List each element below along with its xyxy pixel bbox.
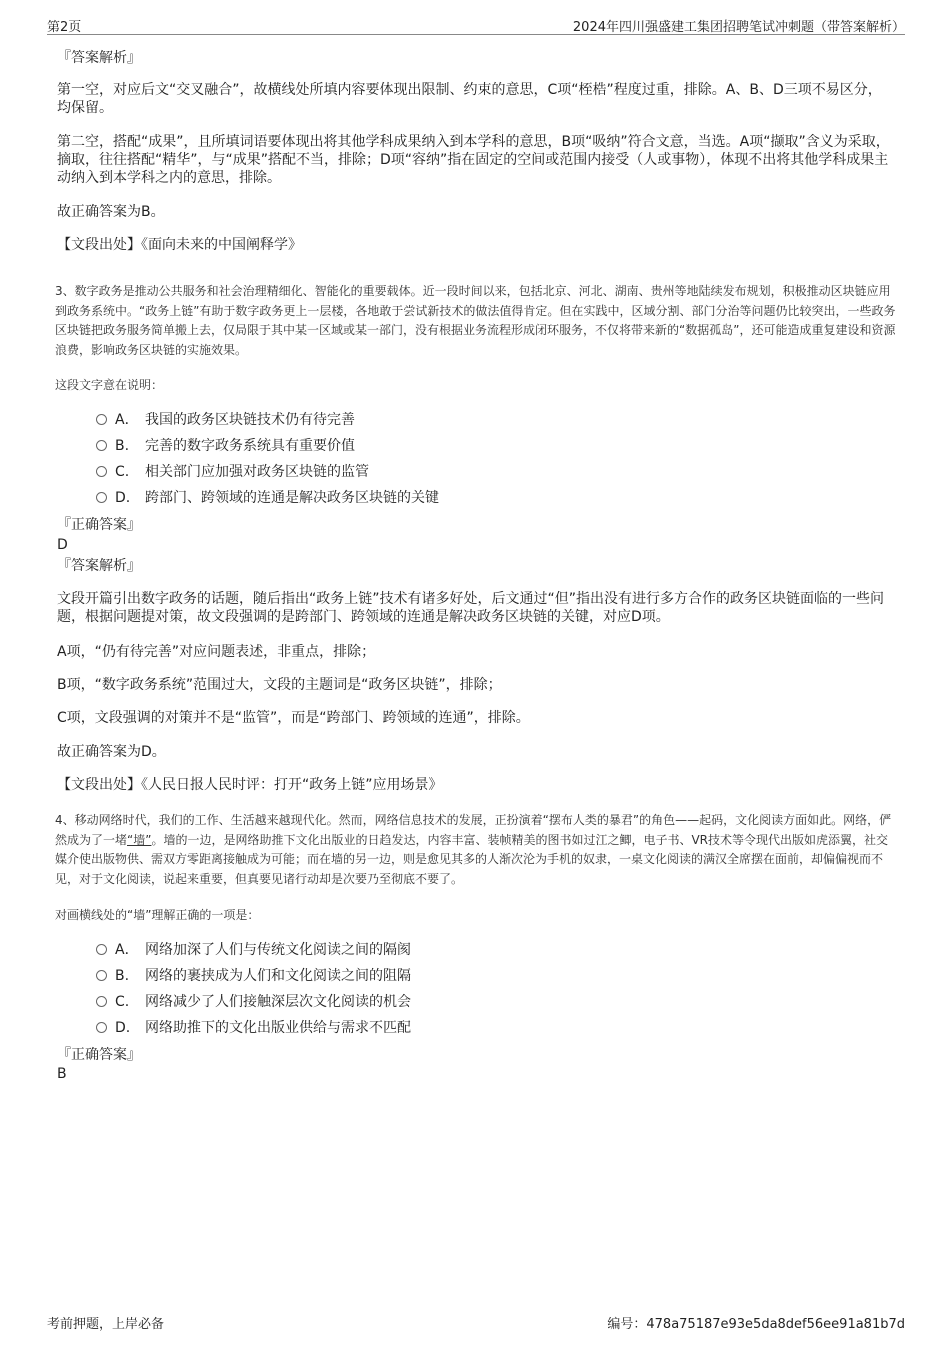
analysis-label: 『答案解析』 — [57, 50, 141, 66]
option-key: D. — [115, 1020, 131, 1036]
radio-icon[interactable] — [96, 466, 107, 477]
radio-icon[interactable] — [96, 970, 107, 981]
option-text: 跨部门、跨领域的连通是解决政务区块链的关键 — [145, 490, 439, 506]
question-text: 3、数字政务是推动公共服务和社会治理精细化、智能化的重要载体。近一段时间以来，包括北京、河北、湖南、贵州等地陆续发布规划，积极推动区块链应用到政务系统中。“政务上链”有助于数字政务更上一层楼，各地敢于尝试新技术的做法值得肯定。但在实践中，区域分割、部门分治等问题仍比较突出，一些政务区块链把政务服务简单搬上去，仅局限于其中某一区域或某一部门，没有根据业务流程形成闭环服务，不仅将带来新的“数据孤岛”，还可能造成重复建设和资源浪费，影响政务区块链的实施效果。 — [55, 284, 896, 357]
option-c[interactable] — [96, 463, 369, 481]
analysis-paragraph: 第一空，对应后文“交叉融合”，故横线处所填内容要体现出限制、约束的意思，C项“桎梏”程度过重，排除。A、B、D三项不易区分，均保留。 — [57, 82, 882, 116]
radio-icon[interactable] — [96, 944, 107, 955]
option-key: C. — [115, 464, 130, 480]
option-d[interactable] — [96, 489, 439, 507]
radio-icon[interactable] — [96, 996, 107, 1007]
radio-icon[interactable] — [96, 1022, 107, 1033]
analysis-paragraph: 第二空，搭配“成果”，且所填词语要体现出将其他学科成果纳入到本学科的意思，B项“吸纳”符合文意，当选。A项“撷取”含义为采取，摘取，往往搭配“精华”，与“成果”搭配不当，排除；D项“容纳”指在固定的空间或范围内接受（人或事物），体现不出将其他学科成果主动纳入到本学科之内的意思，排除。 — [57, 134, 890, 186]
radio-icon[interactable] — [96, 440, 107, 451]
answer-label: 『正确答案』 — [57, 1047, 141, 1063]
option-text: 网络减少了人们接触深层次文化阅读的机会 — [145, 994, 411, 1010]
answer-label: 『正确答案』 — [57, 517, 141, 533]
underlined-term: “墙” — [127, 832, 152, 847]
option-b[interactable] — [96, 967, 411, 985]
analysis-paragraph: 文段开篇引出数字政务的话题，随后指出“政务上链”技术有诸多好处，后文通过“但”指出没有进行多方合作的政务区块链面临的一些问题，根据问题提对策，故文段强调的是跨部门、跨领域的连通是解决政务区块链的关键，对应D项。 — [57, 591, 885, 625]
question-stem: 这段文字意在说明： — [55, 378, 164, 392]
option-d[interactable] — [96, 1019, 411, 1037]
option-text: 网络助推下的文化出版业供给与需求不匹配 — [145, 1020, 411, 1036]
analysis-paragraph: C项，文段强调的对策并不是“监管”，而是“跨部门、跨领域的连通”，排除。 — [57, 710, 530, 726]
document-id: 编号：478a75187e93e5da8def56ee91a81b7d — [607, 1317, 905, 1332]
question-text — [55, 811, 897, 889]
option-text: 我国的政务区块链技术仍有待完善 — [145, 412, 355, 428]
answer-conclusion: 故正确答案为D。 — [57, 744, 166, 760]
radio-icon[interactable] — [96, 414, 107, 425]
option-a[interactable] — [96, 941, 411, 959]
question-text-part: 。墙的一边，是网络助推下文化出版业的日趋发达，内容丰富、装帧精美的图书如过江之鲫，电子书、VR技术等令现代出版如虎添翼，社交媒介使出版物供、需双方零距离接触成为可能；而在墙的另一边，则是愈见其多的人渐次沦为手机的奴隶，一桌文化阅读的满汉全席摆在面前，却偏偏视而不见，对于文化阅读，说起来重要，但真要见诸行动却是次要乃至彻底不要了。 — [55, 832, 889, 886]
option-text: 网络加深了人们与传统文化阅读之间的隔阂 — [145, 942, 411, 958]
option-c[interactable] — [96, 993, 411, 1011]
document-title: 2024年四川强盛建工集团招聘笔试冲刺题（带答案解析） — [572, 20, 905, 35]
source-citation: 【文段出处】《人民日报人民时评：打开“政务上链”应用场景》 — [57, 777, 443, 793]
option-text: 网络的裹挟成为人们和文化阅读之间的阻隔 — [145, 968, 411, 984]
question-stem: 对画横线处的“墙”理解正确的一项是： — [55, 908, 260, 922]
option-text: 完善的数字政务系统具有重要价值 — [145, 438, 355, 454]
option-b[interactable] — [96, 437, 355, 455]
option-key: A． — [115, 412, 139, 428]
option-key: C. — [115, 994, 130, 1010]
analysis-paragraph: B项，“数字政务系统”范围过大，文段的主题词是“政务区块链”，排除； — [57, 677, 502, 693]
source-citation: 【文段出处】《面向未来的中国阐释学》 — [57, 237, 302, 253]
question-text-part: 4、移动网络时代，我们的工作、生活越来越现代化。然而，网络信息技术的发展，正扮演着“摆布人类的暴君”的角色——起码，文化阅读方面如此。网络，俨然成为了一堵 — [55, 813, 892, 847]
analysis-paragraph: A项，“仍有待完善”对应问题表述，非重点，排除； — [57, 644, 376, 660]
option-key: A． — [115, 942, 139, 958]
page-number: 第2页 — [47, 20, 82, 35]
footer-slogan: 考前押题，上岸必备 — [47, 1317, 165, 1332]
analysis-label: 『答案解析』 — [57, 558, 141, 574]
answer-conclusion: 故正确答案为B。 — [57, 204, 165, 220]
option-text: 相关部门应加强对政务区块链的监管 — [145, 464, 369, 480]
option-a[interactable] — [96, 411, 355, 429]
page-header — [47, 14, 905, 35]
option-key: D. — [115, 490, 131, 506]
radio-icon[interactable] — [96, 492, 107, 503]
option-key: B. — [115, 968, 130, 984]
option-key: B. — [115, 438, 130, 454]
answer-value: D — [57, 537, 68, 553]
answer-value: B — [57, 1066, 67, 1082]
